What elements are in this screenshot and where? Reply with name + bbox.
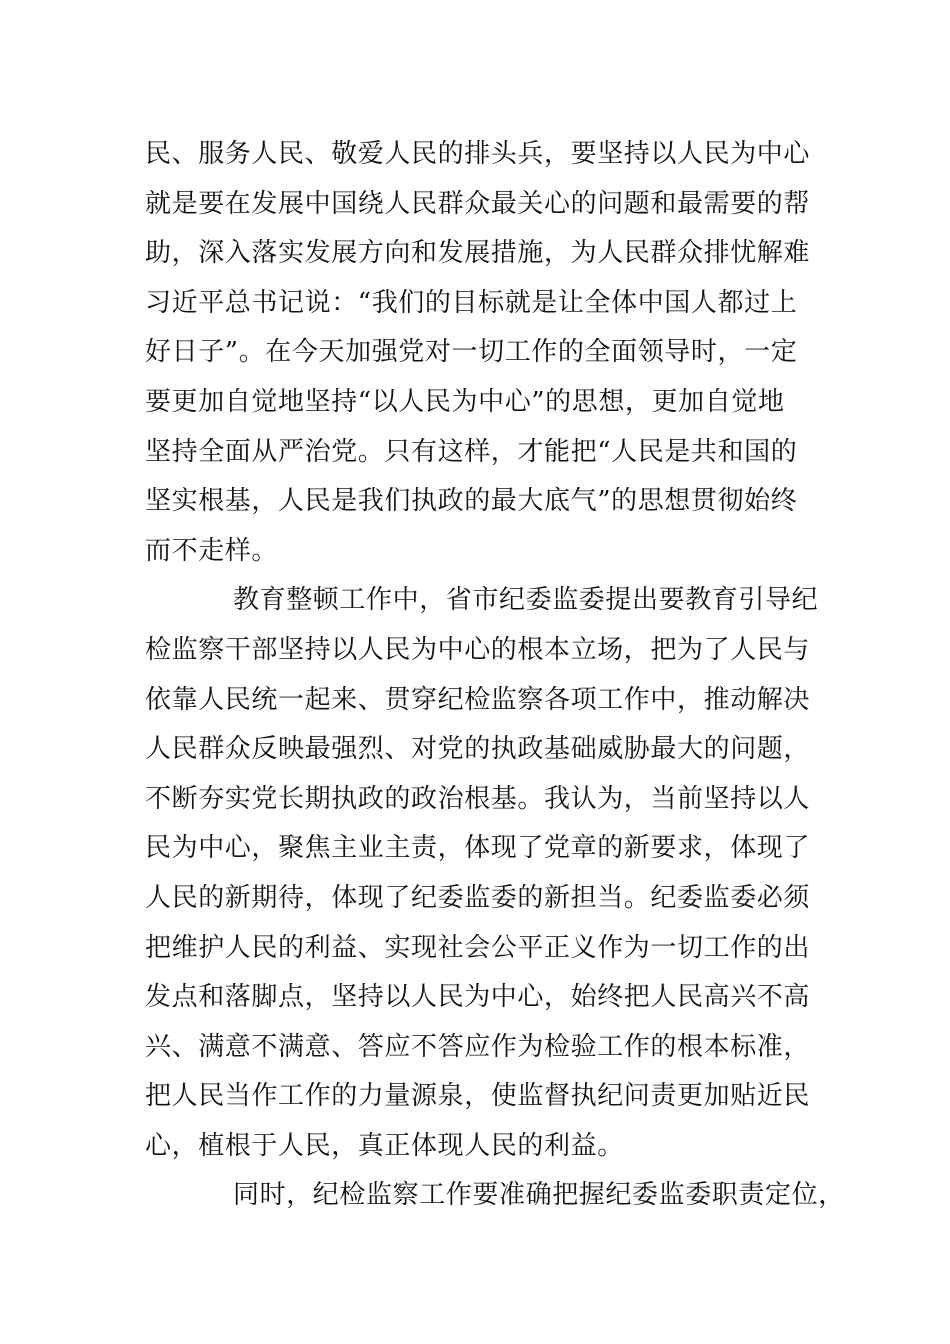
paragraph-2-line-3: 依靠人民统一起来、贯穿纪检监察各项工作中，推动解决 (145, 684, 811, 715)
paragraph-1-line-3: 助，深入落实发展方向和发展措施，为人民群众排忧解难 (145, 238, 811, 269)
paragraph-3-line-1: 同时，纪检监察工作要准确把握纪委监委职责定位， (233, 1180, 845, 1211)
paragraph-2-line-4: 人民群众反映最强烈、对党的执政基础威胁最大的问题， (145, 734, 811, 765)
paragraph-2-line-2: 检监察干部坚持以人民为中心的根本立场，把为了人民与 (145, 634, 811, 665)
paragraph-1-line-7: 坚持全面从严治党。只有这样，才能把“人民是共和国的 (145, 436, 798, 467)
paragraph-1-line-6: 要更加自觉地坚持“以人民为中心”的思想，更加自觉地 (145, 386, 785, 417)
paragraph-2-line-12: 心，植根于人民，真正体现人民的利益。 (145, 1130, 624, 1161)
paragraph-1-line-1: 民、服务人民、敬爱人民的排头兵，要坚持以人民为中心 (145, 139, 811, 169)
paragraph-1-line-2: 就是要在发展中国绕人民群众最关心的问题和最需要的帮 (145, 188, 811, 219)
paragraph-2-line-1: 教育整顿工作中，省市纪委监委提出要教育引导纪 (233, 585, 819, 616)
paragraph-2-line-10: 兴、满意不满意、答应不答应作为检验工作的根本标准， (145, 1031, 811, 1062)
paragraph-2-line-5: 不断夯实党长期执政的政治根基。我认为，当前坚持以人 (145, 783, 811, 814)
document-body (145, 130, 845, 1221)
paragraph-2-line-6: 民为中心，聚焦主业主责，体现了党章的新要求，体现了 (145, 833, 811, 864)
paragraph-1-line-8: 坚实根基，人民是我们执政的最大底气”的思想贯彻始终 (145, 486, 798, 517)
paragraph-2-line-8: 把维护人民的利益、实现社会公平正义作为一切工作的出 (145, 932, 811, 963)
paragraph-1-line-4: 习近平总书记说：“我们的目标就是让全体中国人都过上 (145, 287, 798, 318)
paragraph-1-line-9: 而不走样。 (145, 535, 279, 566)
paragraph-2-line-7: 人民的新期待，体现了纪委监委的新担当。纪委监委必须 (145, 882, 811, 913)
paragraph-1-line-5: 好日子”。在今天加强党对一切工作的全面领导时，一定 (145, 337, 798, 368)
paragraph-2-line-9: 发点和落脚点，坚持以人民为中心，始终把人民高兴不高 (145, 982, 811, 1013)
paragraph-2-line-11: 把人民当作工作的力量源泉，使监督执纪问责更加贴近民 (145, 1081, 811, 1112)
